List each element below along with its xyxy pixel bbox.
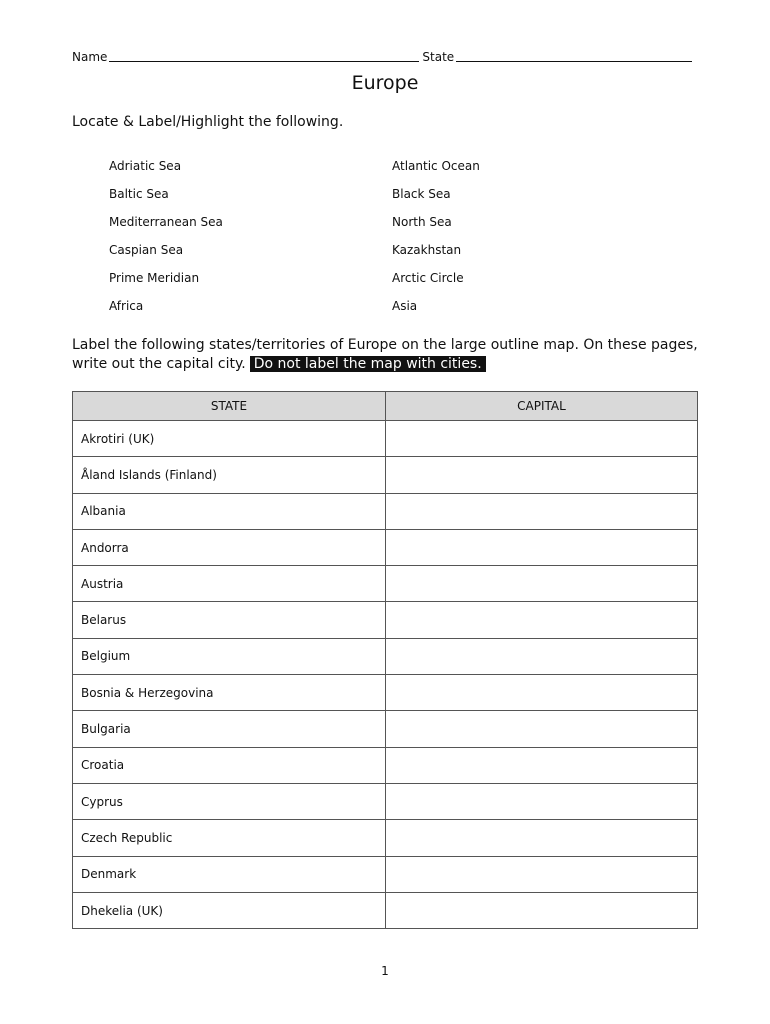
state-cell: Denmark	[73, 856, 386, 892]
state-label: State	[422, 50, 455, 64]
capital-cell[interactable]	[386, 892, 698, 928]
list-item: Atlantic Ocean	[392, 159, 480, 173]
state-cell: Dhekelia (UK)	[73, 892, 386, 928]
table-row	[73, 457, 698, 493]
capital-column-header: CAPITAL	[386, 392, 698, 421]
capital-cell[interactable]	[386, 711, 698, 747]
list-item: Caspian Sea	[109, 243, 184, 257]
table-row	[73, 566, 698, 602]
table-row	[73, 783, 698, 819]
table-row	[73, 856, 698, 892]
table-row	[73, 493, 698, 529]
list-item: Africa	[109, 299, 144, 313]
capital-cell[interactable]	[386, 493, 698, 529]
table-row	[73, 747, 698, 783]
instructions-highlight: Do not label the map with cities.	[250, 356, 486, 372]
intro-text: Locate & Label/Highlight the following.	[72, 114, 344, 130]
table-row	[73, 711, 698, 747]
capital-cell[interactable]	[386, 421, 698, 457]
list-item: North Sea	[392, 215, 452, 229]
state-cell: Bosnia & Herzegovina	[73, 675, 386, 711]
state-cell: Belarus	[73, 602, 386, 638]
list-item: Adriatic Sea	[109, 159, 182, 173]
instructions-text: Label the following states/territories of Europe on the large outline map. On these pages, write out the capital city.	[72, 337, 698, 372]
name-label: Name	[72, 50, 108, 64]
state-cell: Austria	[73, 566, 386, 602]
state-cell: Bulgaria	[73, 711, 386, 747]
list-item: Kazakhstan	[392, 243, 462, 257]
table-row	[73, 820, 698, 856]
table-row	[73, 638, 698, 674]
capital-cell[interactable]	[386, 457, 698, 493]
capital-cell[interactable]	[386, 675, 698, 711]
capital-cell[interactable]	[386, 783, 698, 819]
table-row	[73, 602, 698, 638]
table-row	[73, 892, 698, 928]
page-number: 1	[381, 964, 389, 978]
state-cell: Belgium	[73, 638, 386, 674]
list-item: Black Sea	[392, 187, 451, 201]
list-item: Baltic Sea	[109, 187, 169, 201]
list-item: Arctic Circle	[392, 271, 464, 285]
state-cell: Cyprus	[73, 783, 386, 819]
capital-cell[interactable]	[386, 529, 698, 565]
capital-cell[interactable]	[386, 638, 698, 674]
table-row	[73, 675, 698, 711]
locate-list	[109, 158, 529, 315]
state-field[interactable]	[456, 49, 692, 62]
list-item: Prime Meridian	[109, 271, 200, 285]
states-table	[72, 391, 698, 929]
state-cell: Croatia	[73, 747, 386, 783]
list-item: Mediterranean Sea	[109, 215, 223, 229]
capital-cell[interactable]	[386, 602, 698, 638]
capital-cell[interactable]	[386, 747, 698, 783]
table-header-row	[73, 392, 698, 421]
list-item: Asia	[392, 299, 418, 313]
instructions	[72, 336, 702, 374]
state-cell: Czech Republic	[73, 820, 386, 856]
page-title: Europe	[351, 72, 419, 94]
state-cell: Albania	[73, 493, 386, 529]
state-cell: Åland Islands (Finland)	[73, 457, 386, 493]
state-cell: Akrotiri (UK)	[73, 421, 386, 457]
capital-cell[interactable]	[386, 856, 698, 892]
name-state-header	[72, 46, 692, 64]
capital-cell[interactable]	[386, 566, 698, 602]
state-column-header: STATE	[73, 392, 386, 421]
name-field[interactable]	[109, 49, 419, 62]
state-cell: Andorra	[73, 529, 386, 565]
table-row	[73, 529, 698, 565]
table-row	[73, 421, 698, 457]
capital-cell[interactable]	[386, 820, 698, 856]
